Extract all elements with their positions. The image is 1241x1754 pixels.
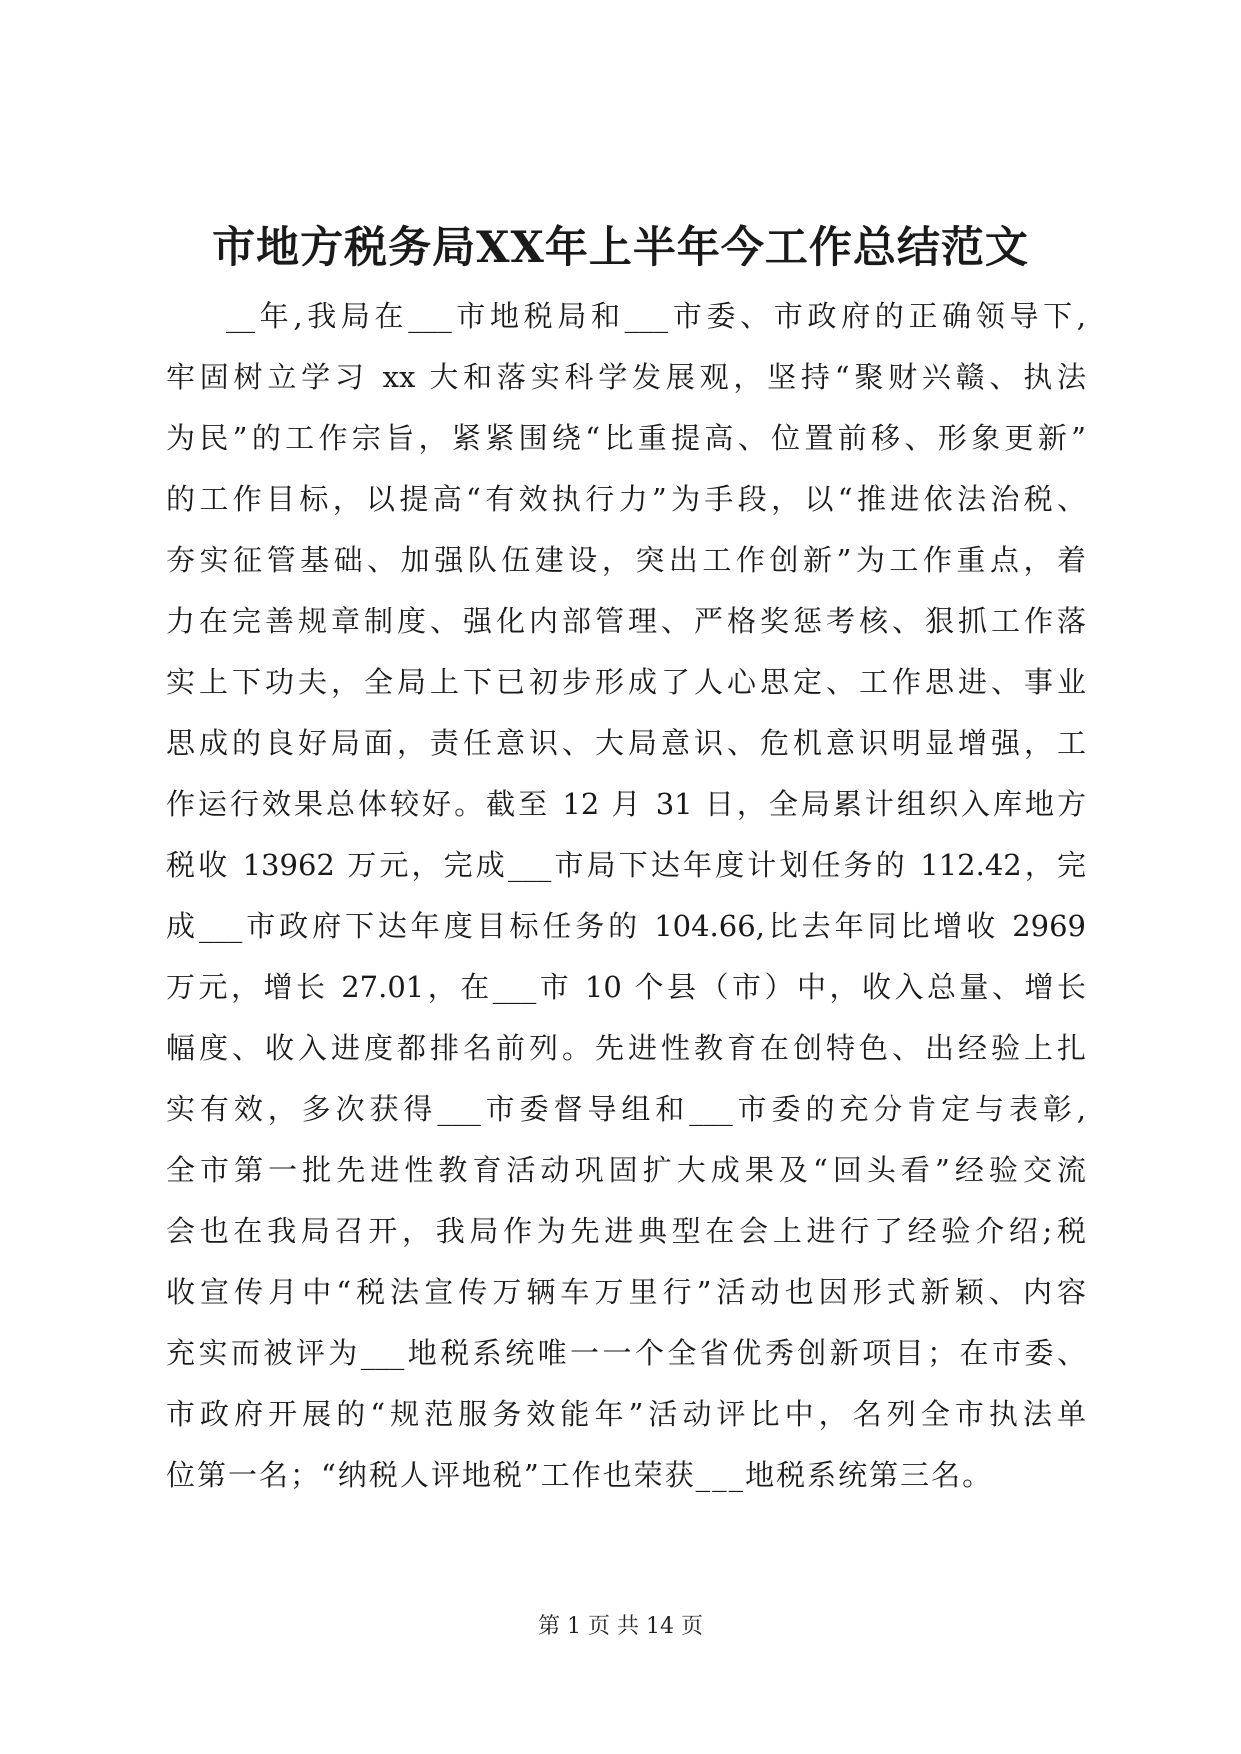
document-title: 市地方税务局XX年上半年今工作总结范文 — [212, 223, 1029, 273]
body-line: 收宣传月中“税法宣传万辆车万里行”活动也因形式新颖、内容 — [166, 1275, 1086, 1309]
body-line: 税收 13962 万元，完成___市局下达年度计划任务的 112.42，完 — [166, 848, 1086, 882]
body-line: 万元，增长 27.01，在___市 10 个县（市）中，收入总量、增长 — [166, 970, 1086, 1004]
body-line: 充实而被评为___地税系统唯一一个全省优秀创新项目；在市委、 — [166, 1336, 1086, 1370]
body-line: 实上下功夫，全局上下已初步形成了人心思定、工作思进、事业 — [166, 665, 1086, 699]
page-number-footer: 第 1 页 共 14 页 — [538, 1614, 703, 1639]
body-line: 思成的良好局面，责任意识、大局意识、危机意识明显增强，工 — [166, 726, 1086, 760]
body-line: 市政府开展的“规范服务效能年”活动评比中，名列全市执法单 — [166, 1397, 1086, 1431]
body-line: 全市第一批先进性教育活动巩固扩大成果及“回头看”经验交流 — [166, 1153, 1086, 1187]
body-line: 成___市政府下达年度目标任务的 104.66,比去年同比增收 2969 — [166, 909, 1086, 943]
body-line: 会也在我局召开，我局作为先进典型在会上进行了经验介绍;税 — [166, 1214, 1086, 1248]
body-line: 为民”的工作宗旨，紧紧围绕“比重提高、位置前移、形象更新” — [166, 421, 1086, 455]
body-line: 夯实征管基础、加强队伍建设，突出工作创新”为工作重点，着 — [166, 543, 1086, 577]
body-line: 实有效，多次获得___市委督导组和___市委的充分肯定与表彰, — [166, 1092, 1086, 1126]
body-paragraph — [166, 286, 1086, 1506]
body-line: 牢固树立学习 xx 大和落实科学发展观，坚持“聚财兴赣、执法 — [166, 360, 1086, 394]
body-line: 的工作目标，以提高“有效执行力”为手段，以“推进依法治税、 — [166, 482, 1086, 516]
body-line: 位第一名；“纳税人评地税”工作也荣获___地税系统第三名。 — [166, 1458, 994, 1492]
body-line: 作运行效果总体较好。截至 12 月 31 日，全局累计组织入库地方 — [166, 787, 1086, 821]
body-line: __年,我局在___市地税局和___市委、市政府的正确领导下, — [226, 299, 1086, 333]
body-line: 力在完善规章制度、强化内部管理、严格奖惩考核、狠抓工作落 — [166, 604, 1086, 638]
body-line: 幅度、收入进度都排名前列。先进性教育在创特色、出经验上扎 — [166, 1031, 1086, 1065]
